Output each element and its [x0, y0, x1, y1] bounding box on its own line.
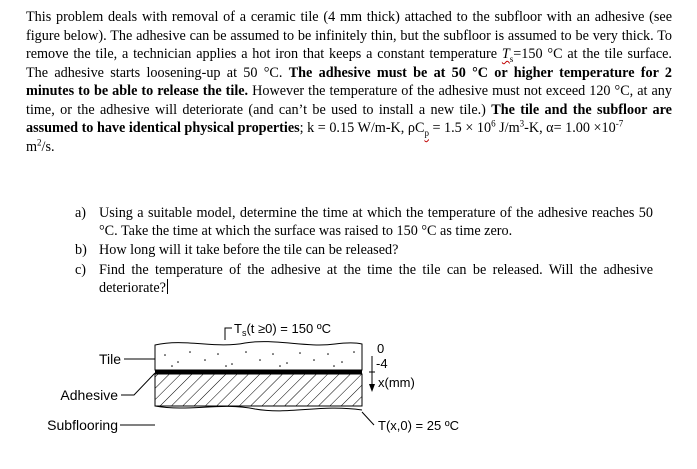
property-text: = 1.5 × 10 — [428, 120, 492, 136]
exponent: -7 — [615, 118, 624, 129]
exponent: 6 — [491, 118, 496, 129]
label-adhesive: Adhesive — [60, 387, 118, 403]
axis-title: x(mm) — [378, 375, 415, 390]
question-label: a) — [75, 205, 87, 221]
property-text: -K, α= 1.00 ×10 — [524, 120, 616, 136]
x-axis-arrowhead — [369, 384, 375, 392]
initial-leader — [362, 412, 374, 425]
question-label: c) — [75, 261, 87, 278]
question-text: Using a suitable model, determine the time at which the temperature of the adhesive reaches 50 °C. Take the time at which the surface was raised to 150 °C as time zero. — [99, 205, 653, 239]
subfloor-layer — [155, 374, 362, 406]
property-text: /s. — [41, 138, 55, 155]
tile-layer — [155, 342, 362, 370]
intro-text: This problem deals with removal of a ceramic tile (4 mm thick) attached to the subfloor with an adhesive (see figure below). The adhesive can be assumed to be infinitely thin, but the subfloor is assumed to be very thick. To remove the tile, a technician applies a hot iron that keeps a constant temperature — [26, 9, 672, 62]
property-text: ; k = 0.15 W/m-K, ρC — [299, 120, 425, 136]
bold-requirement: The adhesive must be at 50 °C or higher temperature for 2 minutes to be able to release the tile. — [26, 64, 672, 99]
intro-text: =150 °C at the tile surface. The adhesive starts loosening-up at 50 °C. — [26, 46, 672, 81]
question-label: b) — [75, 242, 87, 258]
surface-temperature-label: $T_s(t \ge 0) = 150$ ºC — [234, 321, 331, 338]
bold-assumption: The tile and the subfloor are assumed to have identical physical properties — [26, 101, 672, 136]
question-text: Find the temperature of the adhesive at the time the tile can be released. Will the adhesive deteriorate? — [99, 261, 653, 296]
adhesive-leader — [121, 373, 155, 395]
question-text: How long will it take before the tile can be released? — [99, 242, 399, 258]
exponent: 2 — [37, 136, 42, 147]
axis-four-label: -4 — [376, 356, 388, 371]
intro-text: However the temperature of the adhesive must not exceed 120 °C, at any time, or the adhesive will deteriorate (and can’t be used to install a new tile.) — [26, 83, 672, 118]
initial-condition-label: T(x,0) = 25 ºC — [378, 418, 459, 433]
property-text: m — [26, 138, 38, 155]
exponent: 3 — [519, 118, 525, 129]
cp-subscript: p — [424, 127, 429, 138]
label-subflooring: Subflooring — [47, 417, 118, 433]
label-tile: Tile — [98, 351, 121, 367]
surface-leader — [225, 328, 232, 340]
axis-zero-label: 0 — [377, 341, 385, 356]
property-text: J/m — [495, 120, 520, 136]
ts-symbol: $T_s$ — [501, 46, 514, 64]
